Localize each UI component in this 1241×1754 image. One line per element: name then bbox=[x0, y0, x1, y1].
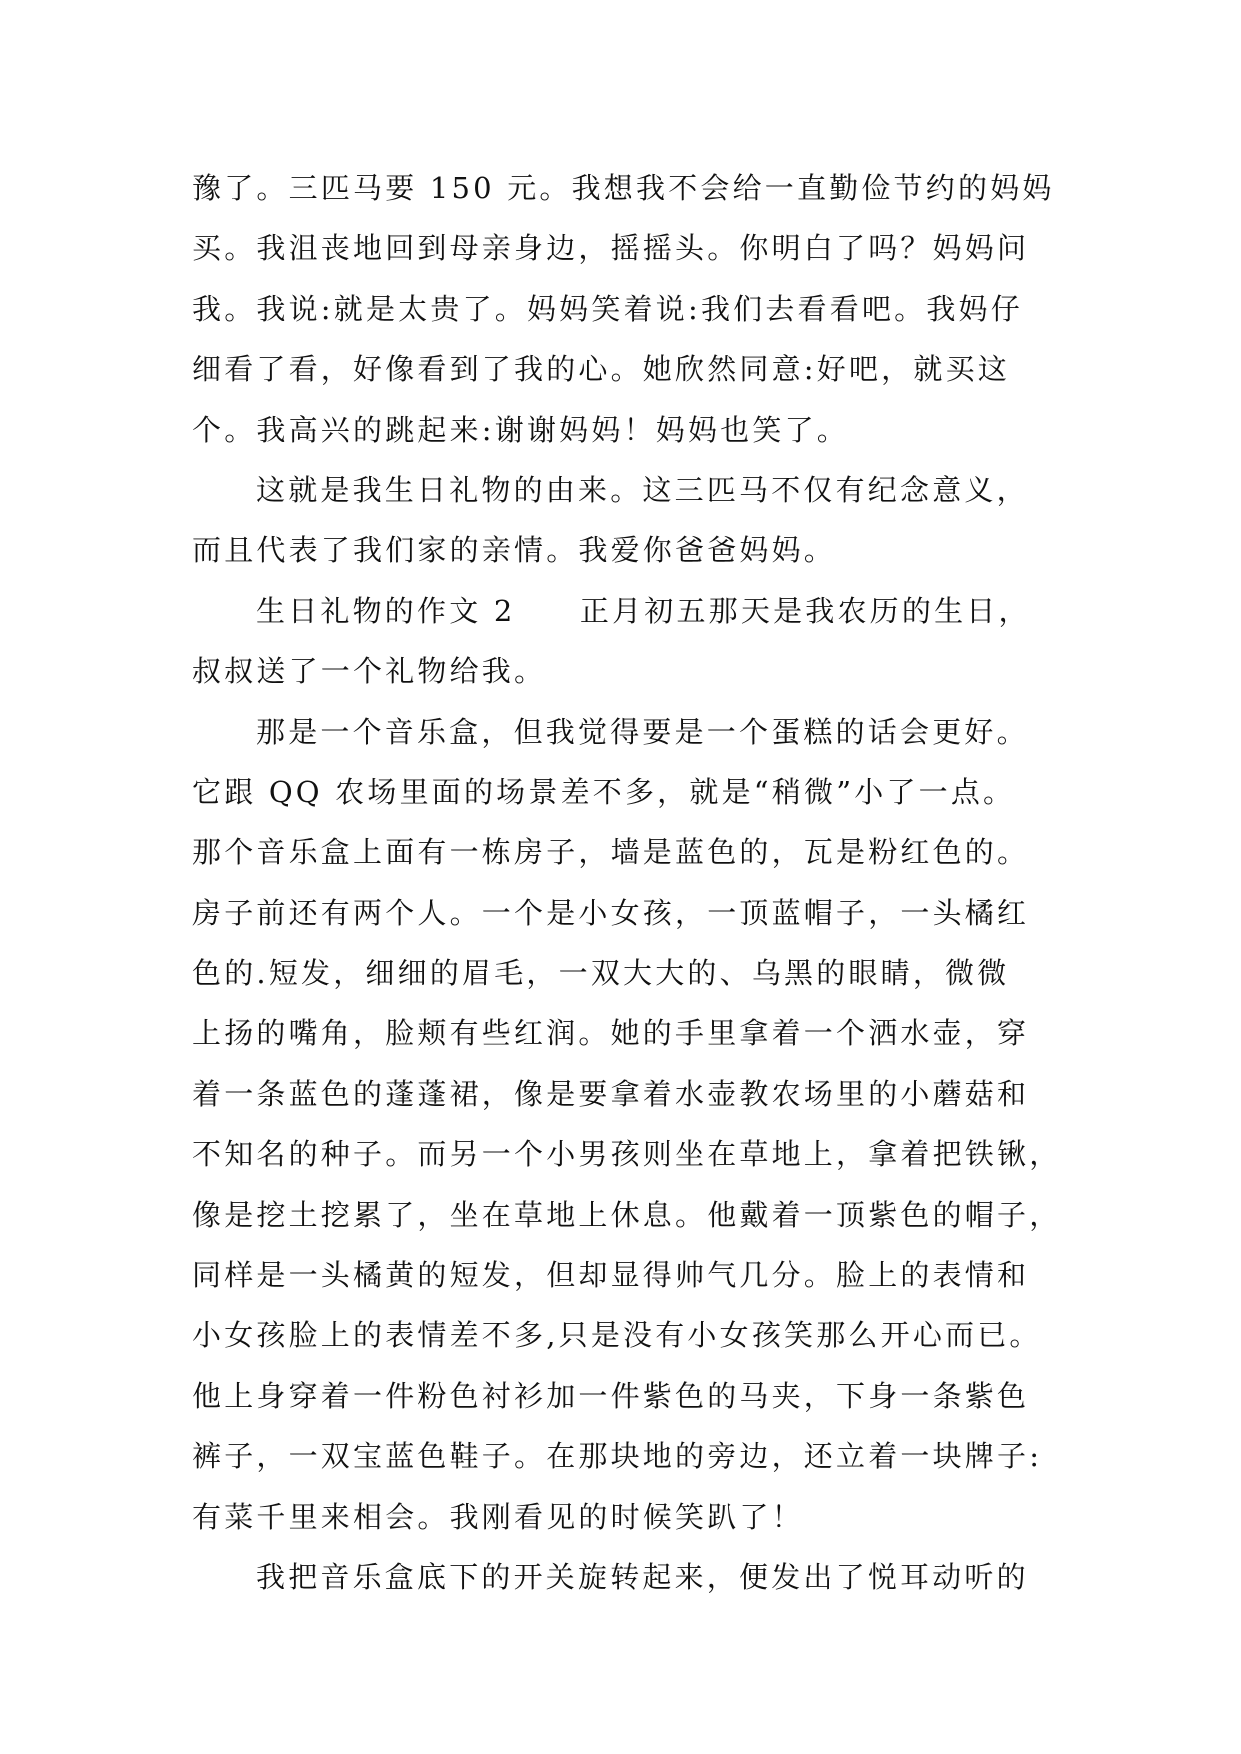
text-line: 小女孩脸上的表情差不多,只是没有小女孩笑那么开心而已。 bbox=[192, 1318, 1042, 1353]
paragraph-first-line: 这就是我生日礼物的由来。这三匹马不仅有纪念意义， bbox=[256, 472, 1029, 507]
text-line: 叔叔送了一个礼物给我。 bbox=[192, 654, 547, 689]
text-line: 那个音乐盒上面有一栋房子，墙是蓝色的，瓦是粉红色的。 bbox=[192, 835, 1030, 870]
text-line: 有菜千里来相会。我刚看见的时候笑趴了！ bbox=[192, 1499, 804, 1534]
body-text bbox=[192, 158, 1072, 1607]
text-line: 我。我说:就是太贵了。妈妈笑着说:我们去看看吧。我妈仔 bbox=[192, 291, 1023, 326]
text-line: 着一条蓝色的蓬蓬裙，像是要拿着水壶教农场里的小蘑菇和 bbox=[192, 1076, 1030, 1111]
text-line: 买。我沮丧地回到母亲身边，摇摇头。你明白了吗？妈妈问 bbox=[192, 231, 1030, 266]
text-line: 同样是一头橘黄的短发，但却显得帅气几分。脸上的表情和 bbox=[192, 1258, 1030, 1293]
text-line: 像是挖土挖累了，坐在草地上休息。他戴着一顶紫色的帽子， bbox=[192, 1197, 1062, 1232]
paragraph-first-line: 我把音乐盒底下的开关旋转起来，便发出了悦耳动听的 bbox=[256, 1559, 1029, 1594]
section-heading-line: 生日礼物的作文 2 正月初五那天是我农历的生日， bbox=[256, 593, 1031, 628]
text-line: 细看了看，好像看到了我的心。她欣然同意:好吧，就买这 bbox=[192, 352, 1010, 387]
text-line: 个。我高兴的跳起来:谢谢妈妈！妈妈也笑了。 bbox=[192, 412, 849, 447]
paragraph-first-line: 那是一个音乐盒，但我觉得要是一个蛋糕的话会更好。 bbox=[256, 714, 1029, 749]
text-line: 而且代表了我们家的亲情。我爱你爸爸妈妈。 bbox=[192, 533, 837, 568]
text-line: 不知名的种子。而另一个小男孩则坐在草地上，拿着把铁锹， bbox=[192, 1137, 1062, 1172]
text-line: 豫了。三匹马要 150 元。我想我不会给一直勤俭节约的妈妈 bbox=[192, 171, 1055, 205]
text-line: 房子前还有两个人。一个是小女孩，一顶蓝帽子，一头橘红 bbox=[192, 895, 1030, 930]
text-line: 上扬的嘴角，脸颊有些红润。她的手里拿着一个洒水壶，穿 bbox=[192, 1016, 1030, 1051]
text-line: 他上身穿着一件粉色衬衫加一件紫色的马夹，下身一条紫色 bbox=[192, 1378, 1030, 1413]
text-line: 色的.短发，细细的眉毛，一双大大的、乌黑的眼睛，微微 bbox=[192, 956, 1010, 991]
text-line: 它跟 QQ 农场里面的场景差不多，就是“稍微”小了一点。 bbox=[192, 774, 1016, 809]
text-line: 裤子，一双宝蓝色鞋子。在那块地的旁边，还立着一块牌子: bbox=[192, 1439, 1043, 1474]
